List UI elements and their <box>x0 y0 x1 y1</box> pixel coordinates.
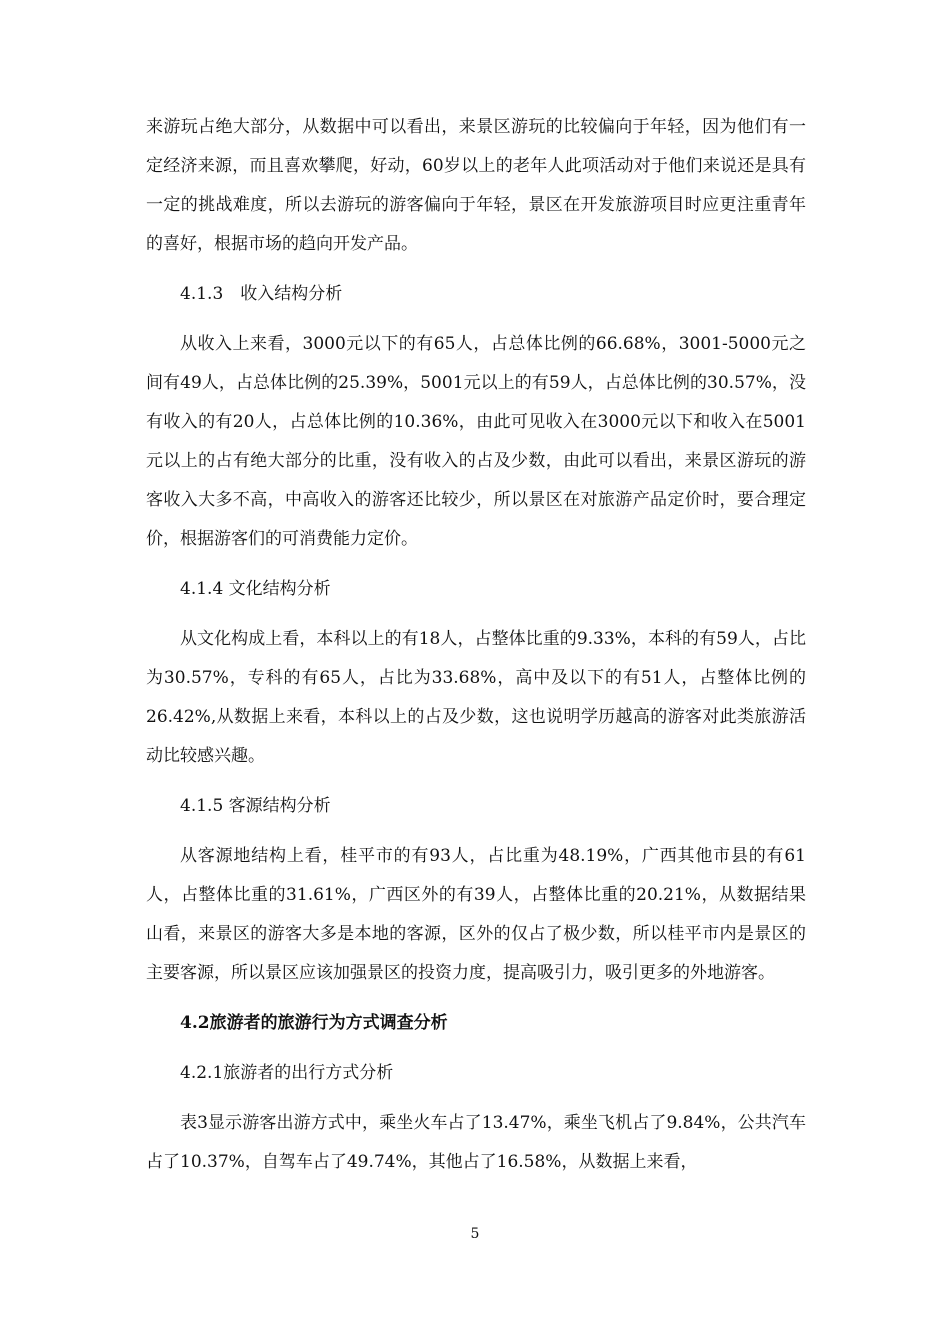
heading-4-2-1-travel-mode: 4.2.1旅游者的出行方式分析 <box>180 1063 394 1083</box>
paragraph-origin-analysis: 从客源地结构上看，桂平市的有93人，占比重为48.19%，广西其他市县的有61人，占整体比重的31.61%，广西区外的有39人，占整体比重的20.21%，从数据结果山看，来景区的游客大多是本地的客源，区外的仅占了极少数，所以桂平市内是景区的主要客源，所以景区应该加强景区的投资力度，提高吸引力，吸引更多的外地游客。 <box>146 846 806 983</box>
paragraph-education-analysis: 从文化构成上看，本科以上的有18人，占整体比重的9.33%，本科的有59人，占比为30.57%，专科的有65人，占比为33.68%，高中及以下的有51人，占整体比例的26.42%,从数据上来看，本科以上的占及少数，这也说明学历越高的游客对此类旅游活动比较感兴趣。 <box>146 629 806 766</box>
page-body <box>146 108 806 1193</box>
paragraph-income-analysis: 从收入上来看，3000元以下的有65人，占总体比例的66.68%，3001-5000元之间有49人，占总体比例的25.39%，5001元以上的有59人，占总体比例的30.57%，没有收入的有20人，占总体比例的10.36%，由此可见收入在3000元以下和收入在5001元以上的占有绝大部分的比重，没有收入的占及少数，由此可以看出，来景区游玩的游客收入大多不高，中高收入的游客还比较少，所以景区在对旅游产品定价时，要合理定价，根据游客们的可消费能力定价。 <box>146 334 806 549</box>
heading-4-1-4-education: 4.1.4 文化结构分析 <box>180 579 331 599</box>
paragraph-travel-mode-analysis: 表3显示游客出游方式中，乘坐火车占了13.47%，乘坐飞机占了9.84%，公共汽车占了10.37%，自驾车占了49.74%，其他占了16.58%，从数据上来看， <box>146 1113 806 1172</box>
paragraph-age-analysis-continued: 来游玩占绝大部分，从数据中可以看出，来景区游玩的比较偏向于年轻，因为他们有一定经济来源，而且喜欢攀爬，好动，60岁以上的老年人此项活动对于他们来说还是具有一定的挑战难度，所以去游玩的游客偏向于年轻，景区在开发旅游项目时应更注重青年的喜好，根据市场的趋向开发产品。 <box>146 117 806 254</box>
heading-4-1-3-income: 4.1.3 收入结构分析 <box>180 284 343 304</box>
heading-4-1-5-origin: 4.1.5 客源结构分析 <box>180 796 331 816</box>
heading-4-2-behavior: 4.2旅游者的旅游行为方式调查分析 <box>180 1013 448 1033</box>
page-number: 5 <box>470 1226 480 1242</box>
